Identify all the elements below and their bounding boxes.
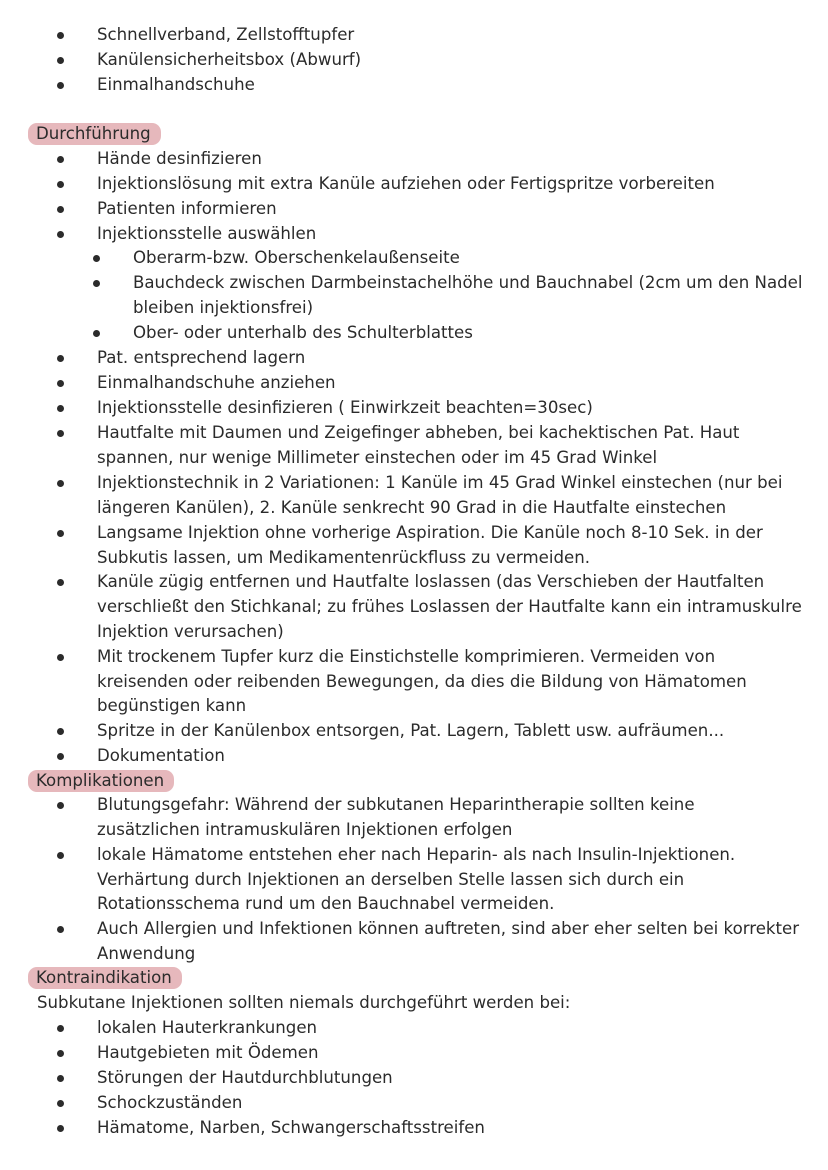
list-item: Auch Allergien und Infektionen können auftreten, sind aber eher selten bei korrekter xyxy=(97,919,800,938)
sub-list-item: Ober- oder unterhalb des Schulterblattes xyxy=(133,323,473,342)
list-item-continuation: zusätzlichen intramuskulären Injektionen erfolgen xyxy=(97,820,513,839)
bullet xyxy=(57,802,64,809)
sub-list-item: Bauchdeck zwischen Darmbeinstachelhöhe und Bauchnabel (2cm um den Nadel xyxy=(133,273,803,292)
section-heading-kontraindikation: Kontraindikation xyxy=(28,967,182,989)
section-heading-durchfuehrung: Durchführung xyxy=(28,123,161,145)
bullet xyxy=(57,530,64,537)
list-item: lokalen Hauterkrankungen xyxy=(97,1018,318,1037)
bullet xyxy=(57,1125,64,1132)
list-item-continuation: verschließt den Stichkanal; zu frühes Loslassen der Hautfalte kann ein intramuskulre xyxy=(97,597,802,616)
list-item: Störungen der Hautdurchblutungen xyxy=(97,1068,393,1087)
list-item-continuation: begünstigen kann xyxy=(97,696,247,715)
bullet xyxy=(57,926,64,933)
bullet xyxy=(57,852,64,859)
list-item: Spritze in der Kanülenbox entsorgen, Pat. Lagern, Tablett usw. aufräumen... xyxy=(97,721,725,740)
bullet xyxy=(93,330,100,337)
section-heading-komplikationen: Komplikationen xyxy=(28,770,174,792)
list-item: Langsame Injektion ohne vorherige Aspiration. Die Kanüle noch 8-10 Sek. in der xyxy=(97,523,763,542)
list-item-continuation: spannen, nur wenige Millimeter einstechen oder im 45 Grad Winkel xyxy=(97,448,658,467)
section-intro: Subkutane Injektionen sollten niemals durchgeführt werden bei: xyxy=(37,993,571,1012)
list-item: Hautfalte mit Daumen und Zeigefinger abheben, bei kachektischen Pat. Haut xyxy=(97,423,740,442)
list-item: Schnellverband, Zellstofftupfer xyxy=(97,25,355,44)
list-item-continuation: Subkutis lassen, um Medikamentenrückfluss zu vermeiden. xyxy=(97,548,590,567)
bullet xyxy=(93,280,100,287)
list-item: Kanüle zügig entfernen und Hautfalte loslassen (das Verschieben der Hautfalten xyxy=(97,572,765,591)
bullet xyxy=(57,32,64,39)
list-item: Kanülensicherheitsbox (Abwurf) xyxy=(97,50,362,69)
bullet xyxy=(57,1075,64,1082)
list-item: Hämatome, Narben, Schwangerschaftsstreifen xyxy=(97,1118,485,1137)
bullet xyxy=(57,206,64,213)
list-item: lokale Hämatome entstehen eher nach Heparin- als nach Insulin-Injektionen. xyxy=(97,845,736,864)
bullet xyxy=(57,57,64,64)
list-item: Dokumentation xyxy=(97,746,225,765)
list-item: Einmalhandschuhe xyxy=(97,75,255,94)
list-item: Injektionsstelle desinfizieren ( Einwirkzeit beachten=30sec) xyxy=(97,398,593,417)
list-item: Blutungsgefahr: Während der subkutanen Heparintherapie sollten keine xyxy=(97,795,695,814)
list-item: Injektionstechnik in 2 Variationen: 1 Kanüle im 45 Grad Winkel einstechen (nur bei xyxy=(97,473,783,492)
bullet xyxy=(57,753,64,760)
bullet xyxy=(57,156,64,163)
list-item-continuation: längeren Kanülen), 2. Kanüle senkrecht 90 Grad in die Hautfalte einstechen xyxy=(97,498,727,517)
list-item: Patienten informieren xyxy=(97,199,277,218)
bullet xyxy=(57,654,64,661)
list-item-continuation: Rotationsschema rund um den Bauchnabel vermeiden. xyxy=(97,894,555,913)
bullet xyxy=(57,405,64,412)
bullet xyxy=(57,1100,64,1107)
sub-list-item: Oberarm-bzw. Oberschenkelaußenseite xyxy=(133,248,460,267)
bullet xyxy=(57,728,64,735)
bullet xyxy=(57,1025,64,1032)
list-item: Pat. entsprechend lagern xyxy=(97,348,306,367)
list-item: Injektionsstelle auswählen xyxy=(97,224,317,243)
bullet xyxy=(57,231,64,238)
sub-list-item-continuation: bleiben injektionsfrei) xyxy=(133,298,314,317)
bullet xyxy=(57,181,64,188)
list-item-continuation: Injektion verursachen) xyxy=(97,622,284,641)
list-item-continuation: Anwendung xyxy=(97,944,196,963)
bullet xyxy=(57,355,64,362)
bullet xyxy=(57,579,64,586)
bullet xyxy=(57,380,64,387)
list-item: Injektionslösung mit extra Kanüle aufziehen oder Fertigspritze vorbereiten xyxy=(97,174,715,193)
list-item-continuation: kreisenden oder reibenden Bewegungen, da dies die Bildung von Hämatomen xyxy=(97,672,747,691)
list-item-continuation: Verhärtung durch Injektionen an derselben Stelle lassen sich durch ein xyxy=(97,870,685,889)
list-item: Mit trockenem Tupfer kurz die Einstichstelle komprimieren. Vermeiden von xyxy=(97,647,716,666)
list-item: Schockzuständen xyxy=(97,1093,243,1112)
bullet xyxy=(57,82,64,89)
list-item: Hände desinfizieren xyxy=(97,149,262,168)
list-item: Einmalhandschuhe anziehen xyxy=(97,373,336,392)
list-item: Hautgebieten mit Ödemen xyxy=(97,1043,319,1062)
bullet xyxy=(57,430,64,437)
bullet xyxy=(57,480,64,487)
bullet xyxy=(93,255,100,262)
bullet xyxy=(57,1050,64,1057)
